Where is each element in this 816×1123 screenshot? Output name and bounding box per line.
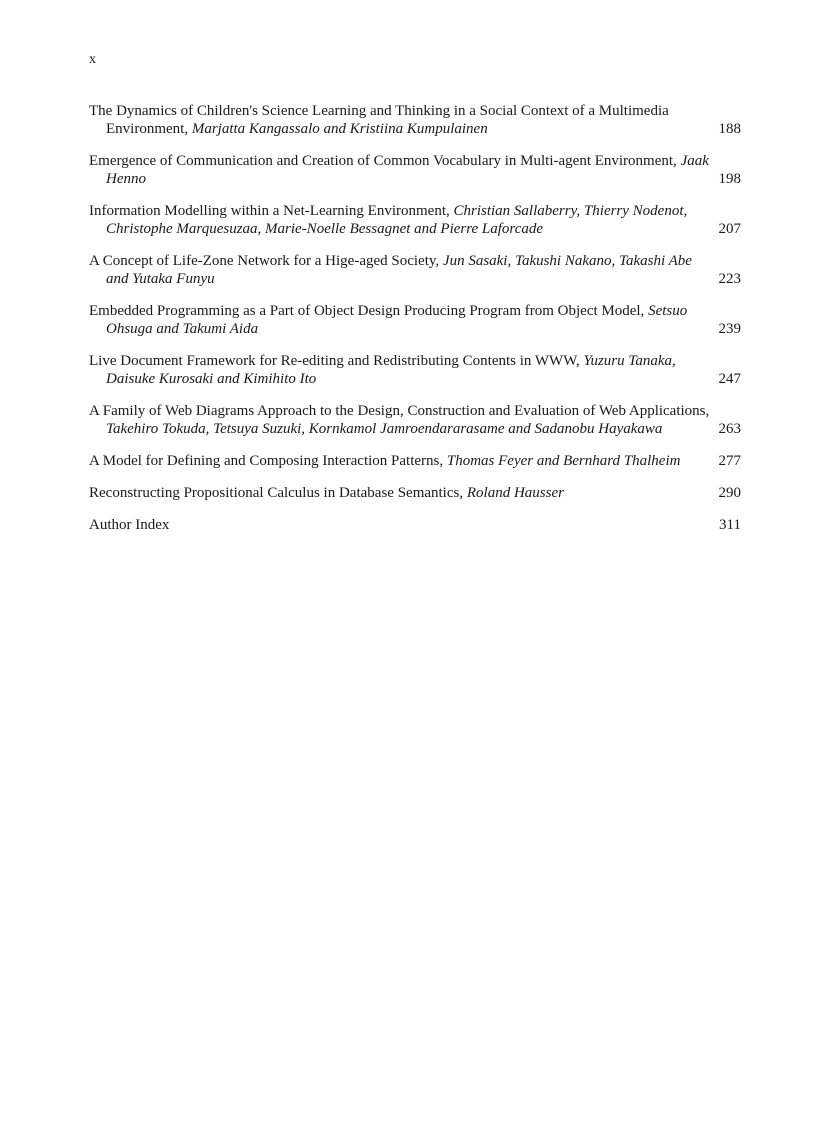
- toc-entry-body: [89, 102, 712, 138]
- toc-entry-title: A Family of Web Diagrams Approach to the Design, Construction and Evaluation of Web Applications,: [89, 403, 710, 419]
- toc-entry-authors: Thomas Feyer and Bernhard Thalheim: [446, 453, 681, 469]
- toc-entry-title: Live Document Framework for Re-editing and Redistributing Contents in WWW,: [89, 353, 584, 369]
- toc-entry-authors: Takehiro Tokuda, Tetsuya Suzuki, Kornkamol Jamroendararasame and Sadanobu Hayakawa: [106, 421, 663, 437]
- toc-entry-title: Embedded Programming as a Part of Object Design Producing Program from Object Model,: [89, 303, 649, 319]
- toc-entry-body: [89, 152, 712, 188]
- toc-entry-page: 311: [719, 517, 741, 533]
- toc-entry[interactable]: [89, 202, 741, 238]
- toc-entry[interactable]: [89, 152, 741, 188]
- toc-entry-body: [89, 252, 712, 288]
- toc-entry-author-index[interactable]: [89, 516, 741, 534]
- toc-entry-authors: Jaak Henno: [106, 153, 709, 187]
- toc-entry-page: 223: [718, 271, 741, 287]
- toc-entry-page: 247: [718, 371, 741, 387]
- toc-entry[interactable]: [89, 102, 741, 138]
- toc-entry-title: Author Index: [89, 517, 170, 533]
- toc-entry-body: [89, 202, 712, 238]
- toc-entry-authors: Marjatta Kangassalo and Kristiina Kumpulainen: [191, 121, 488, 137]
- toc-entry-title: Reconstructing Propositional Calculus in Database Semantics,: [89, 485, 467, 501]
- toc-entry[interactable]: [89, 452, 741, 470]
- toc-entry-authors: Jun Sasaki, Takushi Nakano, Takashi Abe and Yutaka Funyu: [106, 253, 692, 287]
- table-of-contents: [89, 102, 741, 548]
- toc-entry-authors: Yuzuru Tanaka, Daisuke Kurosaki and Kimihito Ito: [106, 353, 676, 387]
- toc-entry[interactable]: [89, 402, 741, 438]
- toc-entry[interactable]: [89, 352, 741, 388]
- toc-entry-title: The Dynamics of Children's Science Learning and Thinking in a Social Context of a Multimedia Environment,: [89, 103, 669, 137]
- page-number-marker: x: [89, 52, 96, 67]
- toc-entry-page: 277: [718, 453, 741, 469]
- toc-entry-page: 290: [718, 485, 741, 501]
- toc-entry-page: 263: [718, 421, 741, 437]
- toc-entry-title: A Concept of Life-Zone Network for a Hige-aged Society,: [89, 253, 443, 269]
- toc-entry[interactable]: [89, 484, 741, 502]
- toc-entry-title: Information Modelling within a Net-Learning Environment,: [89, 203, 454, 219]
- toc-entry[interactable]: [89, 252, 741, 288]
- toc-entry-body: [89, 402, 712, 438]
- toc-entry-page: 188: [718, 121, 741, 137]
- toc-entry[interactable]: [89, 302, 741, 338]
- toc-entry-page: 207: [718, 221, 741, 237]
- toc-entry-title: Emergence of Communication and Creation of Common Vocabulary in Multi-agent Environment,: [89, 153, 681, 169]
- toc-entry-body: [89, 452, 712, 470]
- toc-entry-title: A Model for Defining and Composing Interaction Patterns,: [89, 453, 447, 469]
- toc-entry-body: [89, 352, 712, 388]
- toc-entry-body: [89, 484, 712, 502]
- toc-entry-authors: Setsuo Ohsuga and Takumi Aida: [106, 303, 688, 337]
- toc-entry-body: [89, 302, 712, 338]
- toc-entry-body: [89, 516, 712, 534]
- toc-entry-page: 239: [718, 321, 741, 337]
- toc-entry-authors: Roland Hausser: [466, 485, 564, 501]
- toc-entry-authors: Christian Sallaberry, Thierry Nodenot, Christophe Marquesuzaa, Marie-Noelle Bessagnet and Pierre Laforcade: [106, 203, 688, 237]
- toc-entry-page: 198: [718, 171, 741, 187]
